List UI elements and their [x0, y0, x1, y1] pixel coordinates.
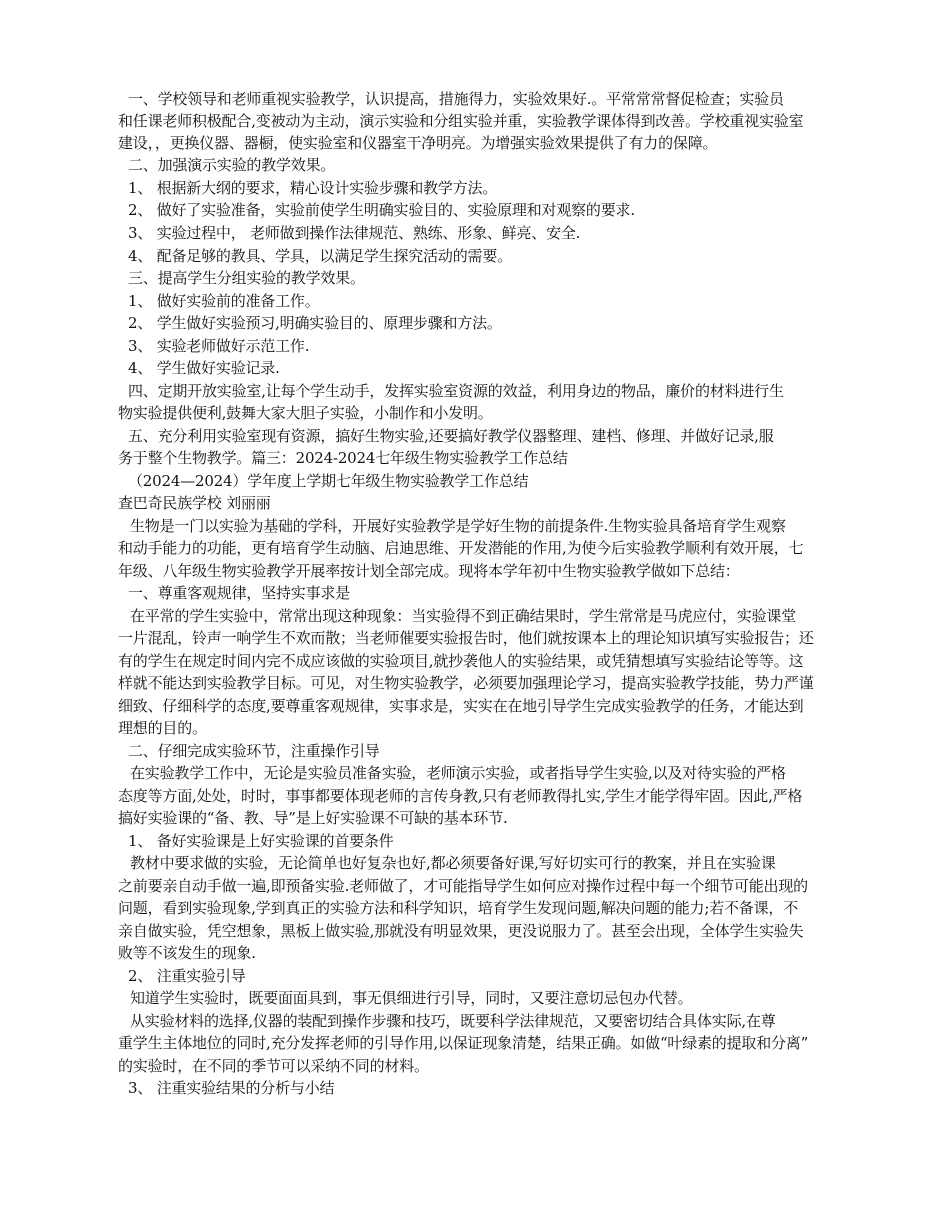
paragraph-line: 生物是一门以实验为基础的学科，开展好实验教学是学好生物的前提条件.生物实验具备培育学生观察 — [130, 517, 786, 535]
paragraph-line: 在平常的学生实验中，常常出现这种现象：当实验得不到正确结果时，学生常常是马虎应付，实验课堂 — [130, 607, 797, 625]
section-heading: 二、加强演示实验的教学效果。 — [128, 156, 336, 174]
paragraph-line: 理想的目的。 — [118, 719, 207, 737]
paragraph-line: 和动手能力的功能，更有培育学生动脑、启迪思维、开发潜能的作用,为使今后实验教学顺利有效开展，七 — [118, 539, 804, 557]
paragraph-line: 和任课老师积极配合,变被动为主动，演示实验和分组实验并重，实验教学课体得到改善。学校重视实验室 — [118, 112, 804, 130]
paragraph-line: 之前要亲自动手做一遍,即预备实验.老师做了，才可能指导学生如何应对操作过程中每一个细节可能出现的 — [118, 877, 808, 895]
list-item: 1、 备好实验课是上好实验课的首要条件 — [128, 832, 394, 850]
paragraph-line: 细致、仔细科学的态度,要尊重客观规律，实事求是，实实在在地引导学生完成实验教学的任务，才能达到 — [118, 697, 804, 715]
paragraph-line: 建设，，更换仪器、器橱，使实验室和仪器室干净明亮。为增强实验效果提供了有力的保障。 — [118, 134, 718, 152]
paragraph-line: 的实验时，在不同的季节可以采纳不同的材料。 — [118, 1057, 429, 1075]
paragraph-line: 从实验材料的选择,仪器的装配到操作步骤和技巧，既要科学法律规范，又要密切结合具体实际,在尊 — [130, 1012, 776, 1030]
section-heading: 二、仔细完成实验环节，注重操作引导 — [128, 742, 380, 760]
list-item: 2、 做好了实验准备，实验前使学生明确实验目的、实验原理和对观察的要求. — [128, 201, 635, 219]
paragraph-line: 教材中要求做的实验，无论简单也好复杂也好,都必须要备好课,写好切实可行的教案，并且在实验课 — [130, 854, 776, 872]
paragraph-line: 亲自做实验，凭空想象，黑板上做实验,那就没有明显效果，更没说服力了。甚至会出现，全体学生实验失 — [118, 922, 804, 940]
paragraph-line: 败等不该发生的现象. — [118, 944, 256, 962]
list-item: 2、 注重实验引导 — [128, 967, 246, 985]
paragraph-line: 样就不能达到实验教学目标。可见，对生物实验教学，必须要加强理论学习，提高实验教学技能，势力严谨 — [118, 674, 814, 692]
paragraph-line: 有的学生在规定时间内完不成应该做的实验项目,就抄袭他人的实验结果，或凭猜想填写实验结论等等。这 — [118, 652, 804, 670]
document-title: （2024—2024）学年度上学期七年级生物实验教学工作总结 — [128, 472, 529, 490]
list-item: 1、 根据新大纲的要求，精心设计实验步骤和教学方法。 — [128, 179, 498, 197]
list-item: 3、 实验过程中， 老师做到操作法律规范、熟练、形象、鲜亮、安全. — [128, 224, 581, 242]
list-item: 3、 注重实验结果的分析与小结 — [128, 1079, 335, 1097]
section-heading: 三、提高学生分组实验的教学效果。 — [128, 269, 365, 287]
paragraph-line: 五、充分利用实验室现有资源，搞好生物实验,还要搞好教学仪器整理、建档、修理、并做好记录,服 — [128, 427, 774, 445]
list-item: 1、 做好实验前的准备工作。 — [128, 292, 320, 310]
paragraph-line: 一片混乱，铃声一响学生不欢而散；当老师催要实验报告时，他们就按课本上的理论知识填写实验报告；还 — [118, 629, 814, 647]
list-item: 2、 学生做好实验预习,明确实验目的、原理步骤和方法。 — [128, 314, 502, 332]
paragraph-line: 在实验教学工作中，无论是实验员准备实验，老师演示实验，或者指导学生实验,以及对待实验的严格 — [130, 764, 786, 782]
paragraph-line: 问题，看到实验现象,学到真正的实验方法和科学知识，培育学生发现问题,解决问题的能力;若不备课，不 — [118, 899, 798, 917]
list-item: 4、 配备足够的教具、学具，以满足学生探究活动的需要。 — [128, 247, 512, 265]
section-heading: 一、尊重客观规律，坚持实事求是 — [128, 584, 351, 602]
paragraph-line: 年级、八年级生物实验教学开展率按计划全部完成。现将本学年初中生物实验教学做如下总结： — [118, 562, 740, 580]
paragraph-line: 物实验提供便利,鼓舞大家大胆子实验，小制作和小发明。 — [118, 404, 493, 422]
paragraph-line: 一、学校领导和老师重视实验教学，认识提高，措施得力，实验效果好.。平常常常督促检查；实验员 — [128, 90, 784, 108]
author-line: 查巴奇民族学校 刘丽丽 — [118, 494, 271, 512]
paragraph-line: 态度等方面,处处，时时，事事都要体现老师的言传身教,只有老师教得扎实,学生才能学得牢固。因此,严格 — [118, 787, 803, 805]
paragraph-line: 务于整个生物教学。篇三：2024-2024七年级生物实验教学工作总结 — [118, 449, 568, 467]
paragraph-line: 四、定期开放实验室,让每个学生动手，发挥实验室资源的效益，利用身边的物品，廉价的材料进行生 — [128, 382, 784, 400]
paragraph-line: 知道学生实验时，既要面面具到，事无俱细进行引导，同时，又要注意切忌包办代替。 — [130, 989, 693, 1007]
list-item: 3、 实验老师做好示范工作. — [128, 337, 310, 355]
paragraph-line: 重学生主体地位的同时,充分发挥老师的引导作用,以保证现象清楚，结果正确。如做“叶绿素的提取和分离” — [118, 1034, 809, 1052]
list-item: 4、 学生做好实验记录. — [128, 359, 280, 377]
paragraph-line: 搞好实验课的“备、教、导”是上好实验课不可缺的基本环节. — [118, 809, 508, 827]
